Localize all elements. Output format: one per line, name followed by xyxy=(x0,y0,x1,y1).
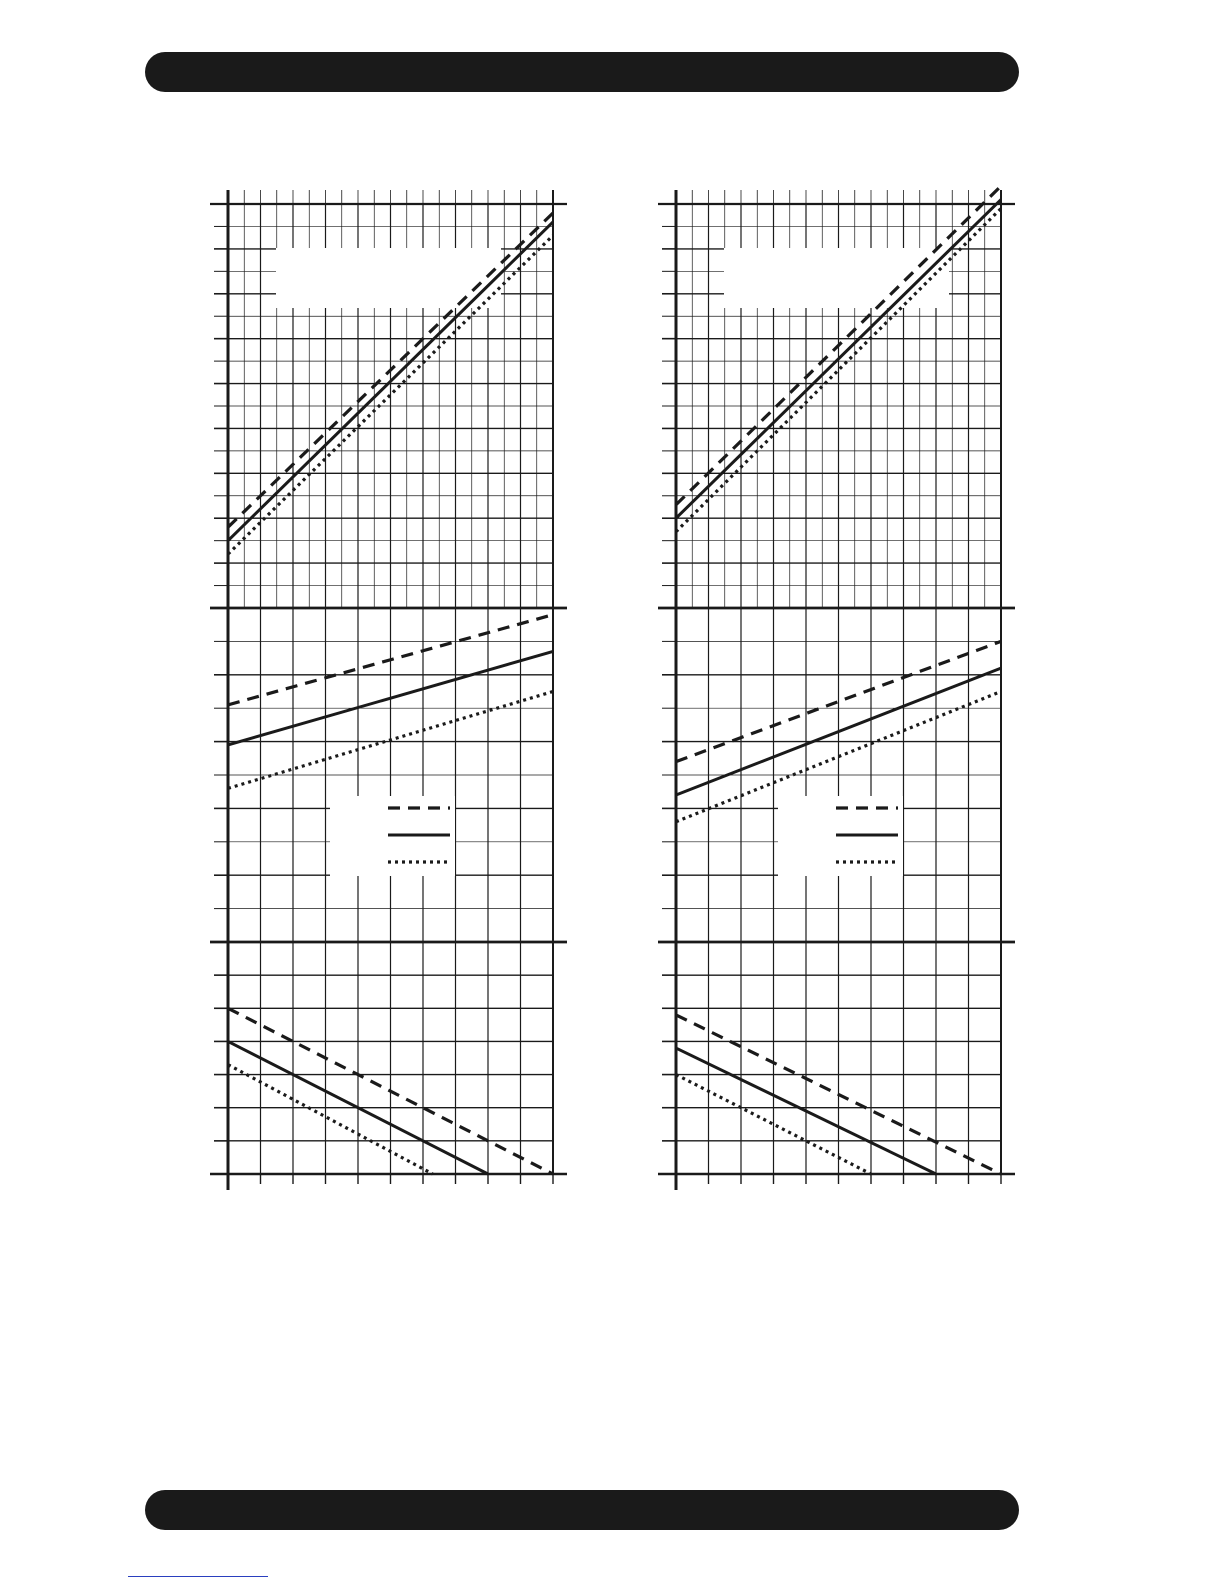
left-label-box xyxy=(276,248,501,308)
left-panel-bottom xyxy=(210,942,567,1174)
footer-link-underline xyxy=(128,1576,268,1577)
chart-right-svg xyxy=(648,186,1018,1196)
right-panel-middle xyxy=(658,608,1015,942)
right-panel-top xyxy=(658,186,1015,608)
footer-bar xyxy=(145,1490,1019,1530)
chart-left xyxy=(200,186,570,1196)
left-panel-middle xyxy=(210,608,567,942)
right-panel-bottom xyxy=(658,942,1015,1174)
header-bar xyxy=(145,52,1019,92)
chart-left-svg xyxy=(200,186,570,1196)
right-label-box xyxy=(724,248,949,308)
left-bottom-series-dotted xyxy=(228,1065,433,1174)
left-panel-top xyxy=(210,204,567,608)
chart-right xyxy=(648,186,1018,1196)
